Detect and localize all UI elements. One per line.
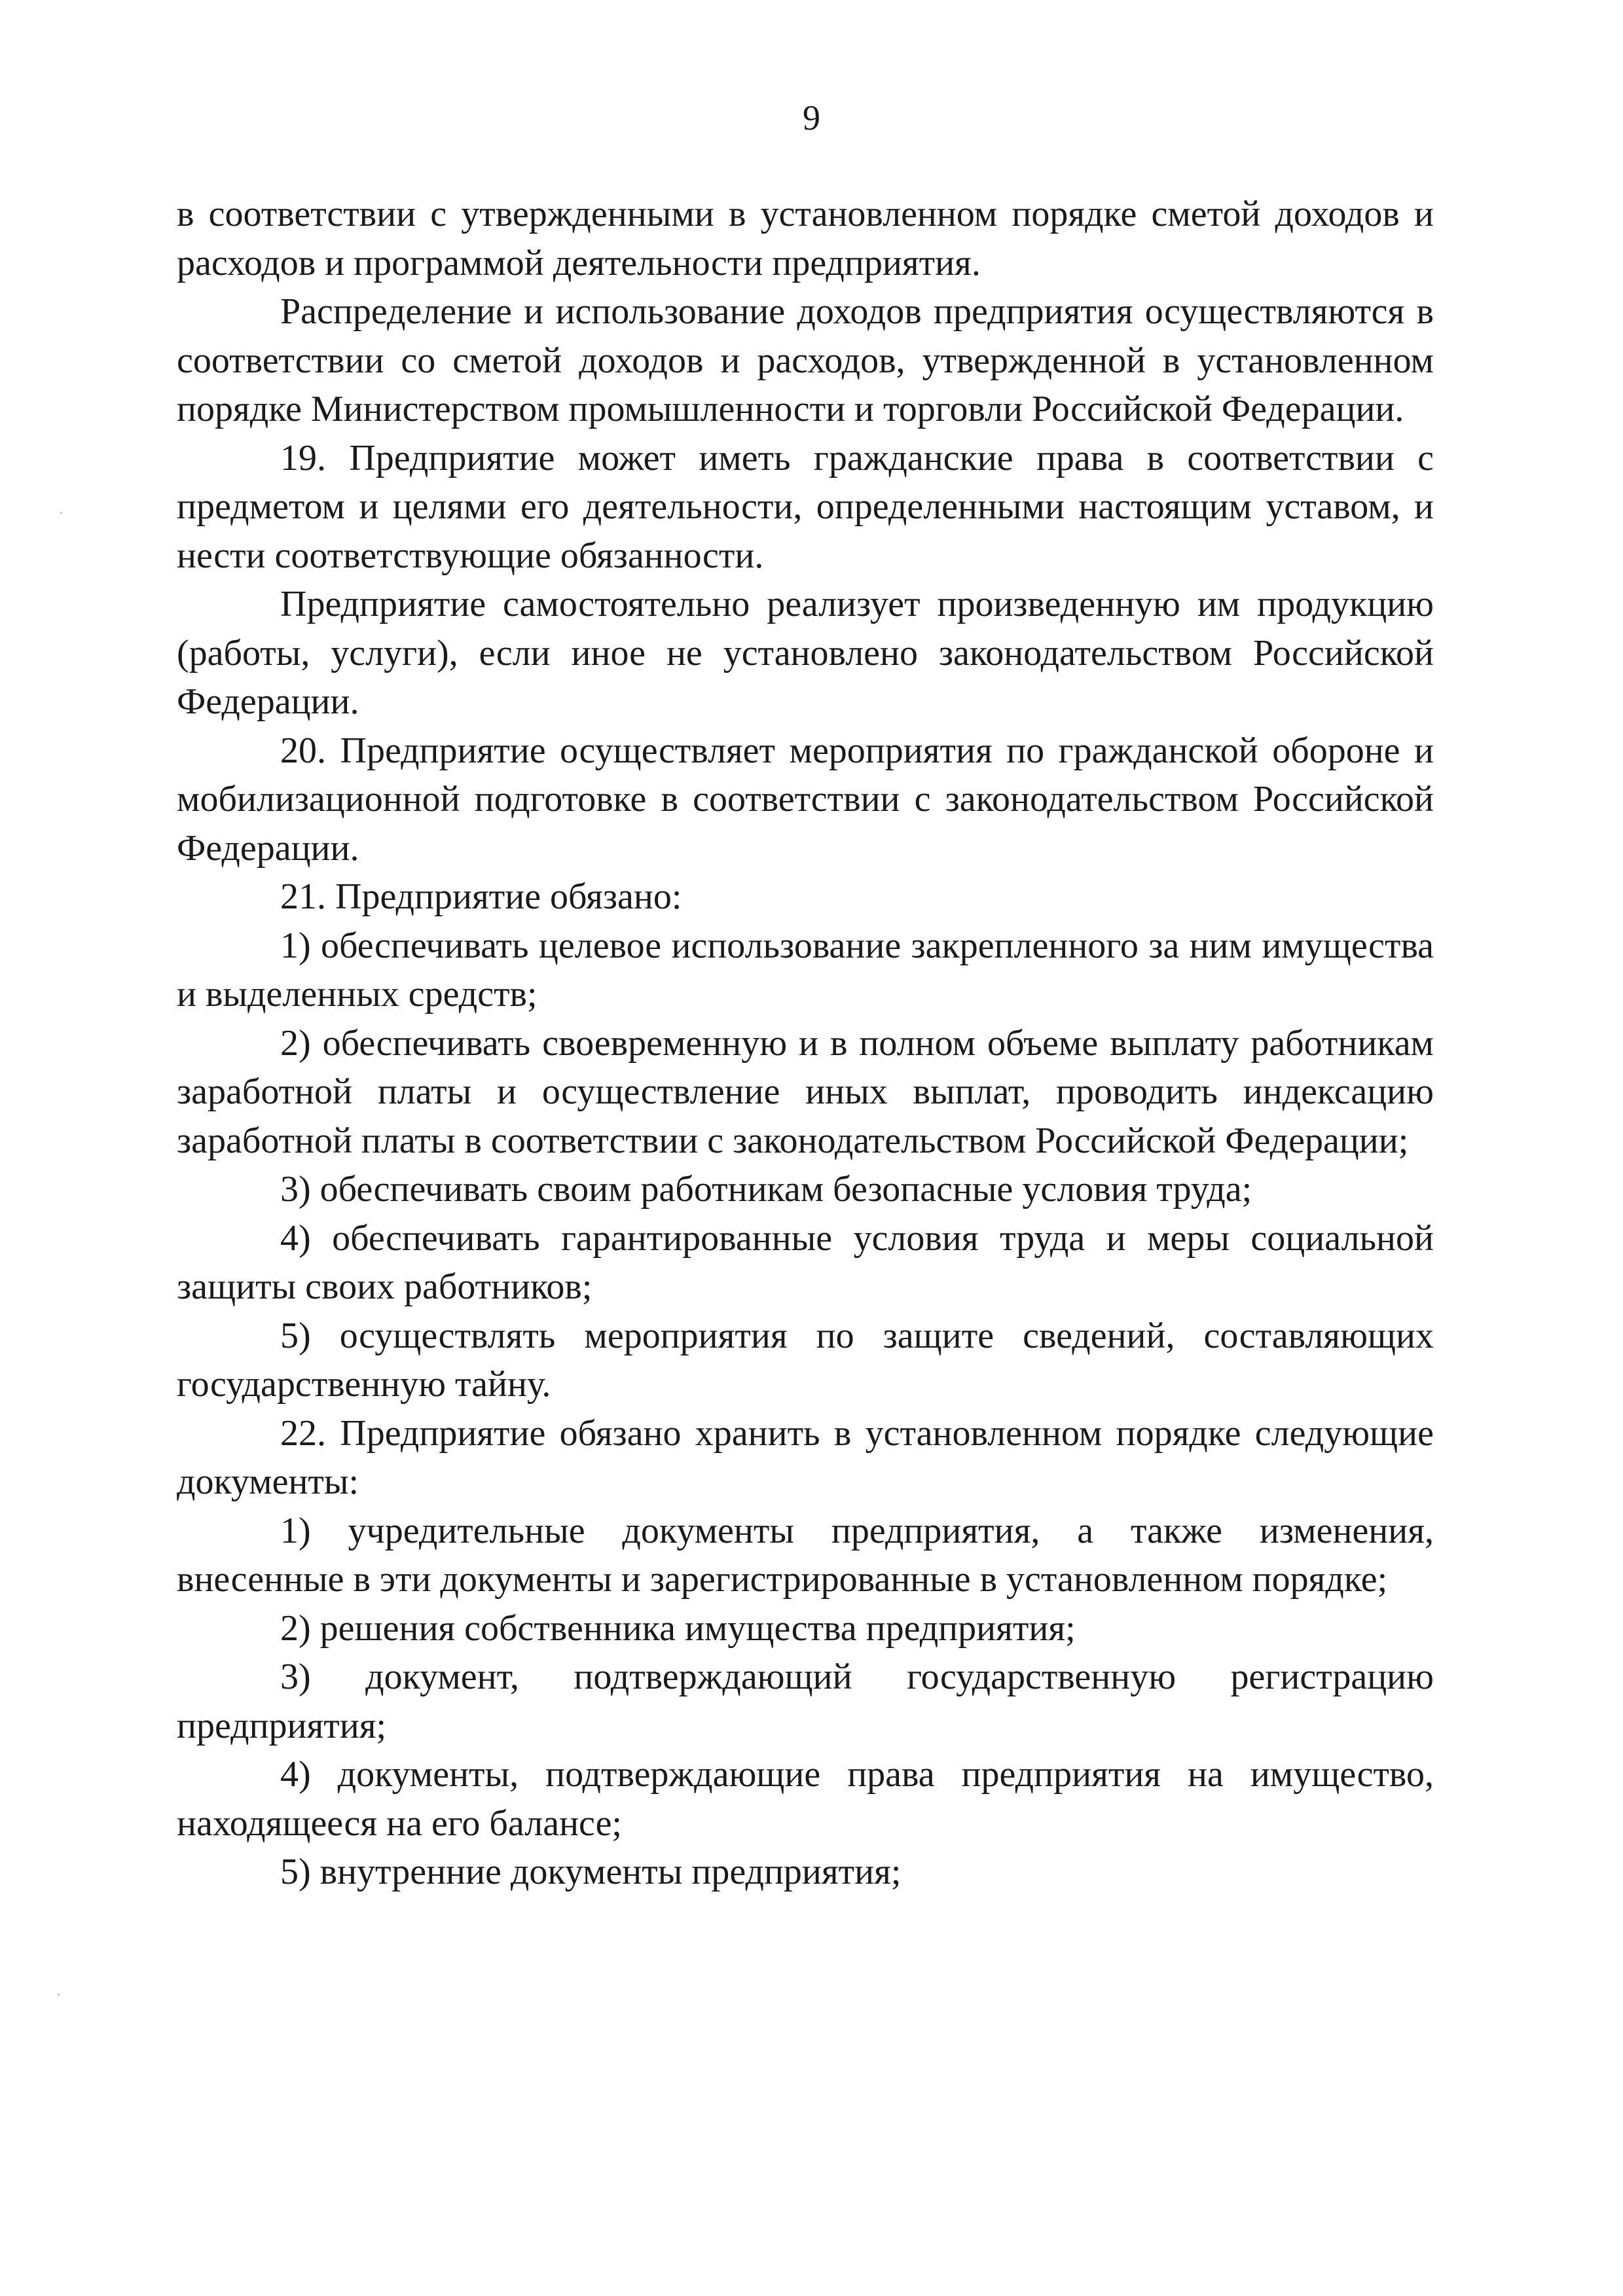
list-item-21-1: 1) обеспечивать целевое использование закрепленного за ним имущества и выделенных средств; [177,925,1434,1014]
scan-speck [58,1994,60,1996]
list-item-21-4: 4) обеспечивать гарантированные условия труда и меры социальной защиты своих работников; [177,1217,1434,1307]
list-item-22-3: 3) документ, подтверждающий государственную регистрацию предприятия; [177,1657,1434,1746]
list-item-22-1: 1) учредительные документы предприятия, а также изменения, внесенные в эти документы и зарегистрированные в установленном порядке; [177,1510,1434,1600]
list-item-22-5: 5) внутренние документы предприятия; [280,1852,902,1892]
paragraph-clause-21: 21. Предприятие обязано: [280,876,682,917]
document-body [177,190,1434,1897]
list-item-21-2: 2) обеспечивать своевременную и в полном объеме выплату работникам заработной платы и осуществление иных выплат, проводить индексацию заработной платы в соответствии с законодательством Российской Федерации; [177,1022,1434,1161]
list-item-21-5: 5) осуществлять мероприятия по защите сведений, составляющих государственную тайну. [177,1315,1434,1405]
paragraph-clause-19: 19. Предприятие может иметь гражданские права в соответствии с предметом и целями его деятельности, определенными настоящим уставом, и нести соответствующие обязанности. [177,437,1434,576]
paragraph-income-distribution: Распределение и использование доходов предприятия осуществляются в соответствии со сметой доходов и расходов, утвержденной в установленном порядке Министерством промышленности и торговли Российской Федерации. [177,291,1434,429]
scan-speck [60,512,62,514]
paragraph-clause-20: 20. Предприятие осуществляет мероприятия по гражданской обороне и мобилизационной подготовке в соответствии с законодательством Российской Федерации. [177,730,1434,869]
page-number: 9 [803,98,820,137]
paragraph-clause-22: 22. Предприятие обязано хранить в установленном порядке следующие документы: [177,1412,1434,1502]
list-item-22-2: 2) решения собственника имущества предприятия; [280,1607,1076,1649]
list-item-21-3: 3) обеспечивать своим работникам безопасные условия труда; [280,1169,1252,1210]
list-item-22-4: 4) документы, подтверждающие права предприятия на имущество, находящееся на его балансе; [177,1754,1434,1844]
paragraph-product-sales: Предприятие самостоятельно реализует произведенную им продукцию (работы, услуги), если иное не установлено законодательством Российской Федерации. [177,584,1434,722]
paragraph-continuation: в соответствии с утвержденными в установленном порядке сметой доходов и расходов и программой деятельности предприятия. [177,194,1434,283]
